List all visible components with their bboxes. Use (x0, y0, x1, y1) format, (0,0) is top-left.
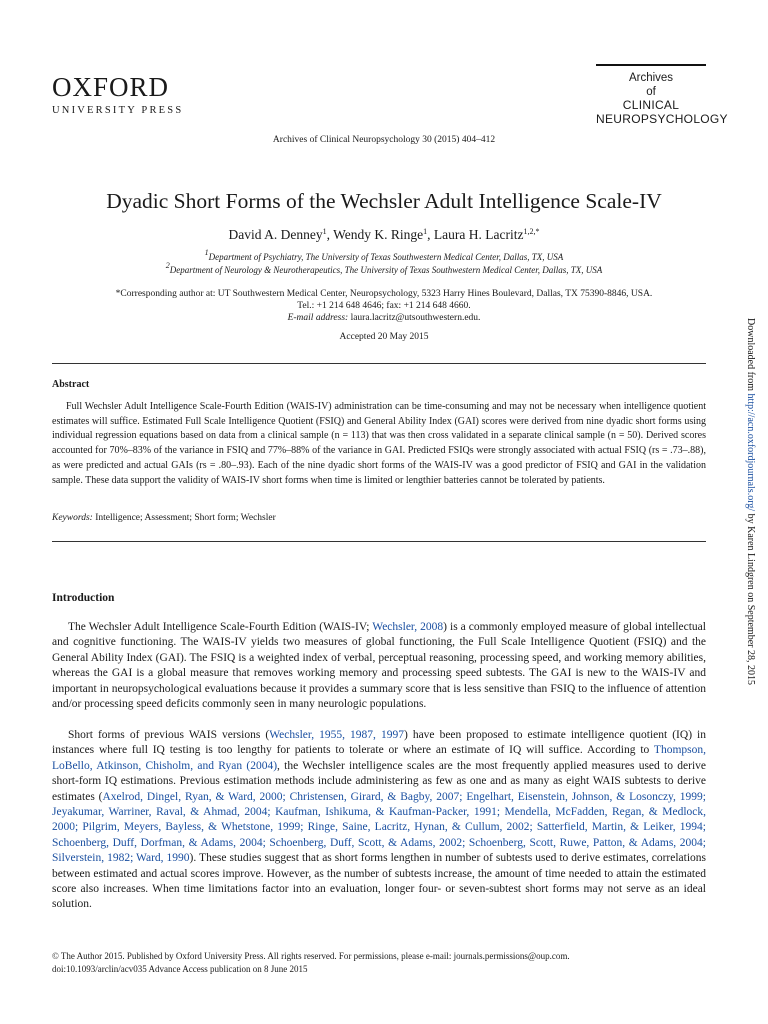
paragraph-text: ) is a commonly employed measure of global intellectual and cognitive functioning. The WAIS-IV yields two measures of global functioning, the Full Scale Intelligence Quotient (FSIQ) and the General Ability Index (GAI). The FSIQ is a weighted index of verbal, perceptual reasoning, processing speed, and working memory abilities, whereas the GAI is a global measure that removes working memory and processing speed subtests. The GAI is new to the WAIS-IV and important in neuropsychological evaluations because it provides a summary score that is less sensitive than FSIQ to the influence of attention and/or processing speed deficits commonly seen in many neurologic populations. (52, 621, 706, 711)
journal-citation: Archives of Clinical Neuropsychology 30 (2015) 404–412 (272, 135, 496, 145)
email-address[interactable]: laura.lacritz@utsouthwestern.edu. (350, 313, 481, 323)
journal-logo-line: CLINICAL (622, 98, 680, 112)
author-affiliation-marker: 1,2,* (523, 227, 540, 236)
correspondence-email (0, 313, 768, 323)
paragraph-text: ). These studies suggest that as short forms lengthen in number of subtests used to derive estimates, correlations between estimated and actual scores improve. However, as the number of subtests increase, the amount of time needed to attain the estimated score also increases. When time limitations factor into an evaluation, longer four- or seven-subtest short forms may not serve as an ideal solution. (52, 852, 706, 911)
affiliation (0, 248, 768, 262)
affiliation-text: Department of Psychiatry, The University of Texas Southwestern Medical Center, Dallas, TX, USA (208, 252, 564, 262)
correspondence-phone: Tel.: +1 214 648 4646; fax: +1 214 648 4660. (297, 301, 471, 311)
author-name[interactable]: Laura H. Lacritz (433, 227, 524, 242)
author-affiliation-marker: 1 (322, 227, 327, 236)
citation-link[interactable]: Wechsler, 2008 (372, 621, 444, 633)
keywords (52, 513, 276, 523)
journal-logo-line: Archives (628, 72, 674, 84)
download-watermark (744, 318, 758, 698)
download-text: Downloaded from (745, 318, 756, 394)
publisher-name: OXFORD (52, 72, 170, 102)
affiliation-marker: 2 (165, 261, 170, 270)
journal-logo-line: NEUROPSYCHOLOGY (596, 111, 728, 126)
publisher-subtitle: UNIVERSITY PRESS (52, 105, 184, 116)
introduction-heading: Introduction (52, 592, 115, 604)
journal-logo-rule (596, 64, 706, 66)
abstract-heading: Abstract (52, 379, 90, 390)
abstract-text: Full Wechsler Adult Intelligence Scale-Fourth Edition (WAIS-IV) administration can be time-consuming and may not be necessary when intelligence quotient estimates will suffice. Estimated Full Scale Intelligence Quotient (FSIQ) and General Ability Index (GAI) scores were derived from nine dyadic short forms using individual regression equations based on data from a clinical sample (n = 113) that was then cross validated in a separate clinical sample (n = 50). Derived scores accounted for 70%–83% of the variance in FSIQ and 77%–88% of the variance in GAI. Predicted FSIQs were strongly associated with actual FSIQ (rs = .73–.88), as were predicted and actual GAIs (rs = .80–.93). Each of the nine dyadic short forms of the WAIS-IV was a good predictor of FSIQ and GAI in the validation sample. These data support the validity of WAIS-IV short forms when time is limited or lengthier batteries cannot be tolerated by patients. (52, 401, 706, 486)
download-text: by Karen Lindgren on September 28, 2015 (745, 511, 756, 685)
keywords-label: Keywords: (52, 513, 93, 523)
citation-link[interactable]: Wechsler, 1955, 1987, 1997 (269, 729, 404, 741)
correspondence-address: *Corresponding author at: UT Southwestern Medical Center, Neuropsychology, 5323 Harry Hines Boulevard, Dallas, TX 75390-8846, USA. (115, 289, 653, 299)
paragraph-text: Short forms of previous WAIS versions ( (68, 729, 270, 741)
email-label: E-mail address: (287, 313, 349, 323)
section-divider (52, 541, 706, 542)
keywords-text: Intelligence; Assessment; Short form; Wechsler (95, 513, 276, 523)
article-title: Dyadic Short Forms of the Wechsler Adult Intelligence Scale-IV (106, 189, 662, 213)
paragraph-text: The Wechsler Adult Intelligence Scale-Fourth Edition (WAIS-IV; (68, 621, 373, 633)
affiliation-text: Department of Neurology & Neurotherapeutics, The University of Texas Southwestern Medical Center, Dallas, TX, USA (169, 265, 603, 275)
accepted-date: Accepted 20 May 2015 (339, 332, 429, 342)
doi-line: doi:10.1093/arclin/acv035 Advance Access publication on 8 June 2015 (52, 964, 308, 974)
journal-logo-line: of (646, 85, 656, 98)
body-paragraph (52, 620, 706, 712)
body-paragraph (52, 728, 706, 913)
citation-link[interactable]: Thompson, LoBello, Atkinson, Chisholm, and Ryan (2004) (52, 744, 706, 772)
download-link[interactable]: http://acn.oxfordjournals.org/ (745, 393, 756, 512)
author-list: David A. Denney$^1$, Wendy K. Ringe$^1$, Laura H. Lacritz$^{1,2,*}$ (228, 227, 540, 242)
affiliation (0, 261, 768, 275)
paragraph-text: , the Wechsler intelligence scales are the most frequently applied measures used to derive short-form IQ estimations. Previous estimation methods include administering as few as one and as many as eight WAIS subtests to derive estimates ( (52, 759, 706, 803)
citation-link[interactable]: Axelrod, Dingel, Ryan, & Ward, 2000; Christensen, Girard, & Bagby, 2007; Engelhart, Eisenstein, Johnson, & Losonczy, 1999; Jeyakumar, Warriner, Raval, & Ahmad, 2004; Kaufman, Ishikuma, & Kaufman-Packer, 1991; Mendella, McFadden, Regan, & Medlock, 2000; Pilgrim, Meyers, Bayless, & Whetstone, 1999; Ringe, Saine, Lacritz, Hynan, & Cullum, 2002; Satterfield, Martin, & Leiker, 1994; Schoenberg, Duff, Dorfman, & Adams, 2004; Schoenberg, Duff, Scott, & Adams, 2002; Schoenberg, Scott, Ruwe, Patton, & Adams, 2004; Silverstein, 1982; Ward, 1990 (52, 790, 706, 865)
author-affiliation-marker: 1 (423, 227, 428, 236)
author-name[interactable]: Wendy K. Ringe (333, 227, 424, 242)
affiliation-marker: 1 (204, 248, 209, 257)
copyright-notice: © The Author 2015. Published by Oxford University Press. All rights reserved. For permissions, please e-mail: journals.permissions@oup.com. (52, 951, 570, 961)
journal-logo (596, 64, 728, 126)
paragraph-text: ) have been proposed to estimate intelligence quotient (IQ) in instances where full IQ testing is too lengthy for patients to tolerate or where an estimate of IQ will suffice. According to (52, 729, 706, 757)
section-divider (52, 363, 706, 364)
publisher-logo (52, 74, 183, 118)
author-name[interactable]: David A. Denney (228, 227, 323, 242)
